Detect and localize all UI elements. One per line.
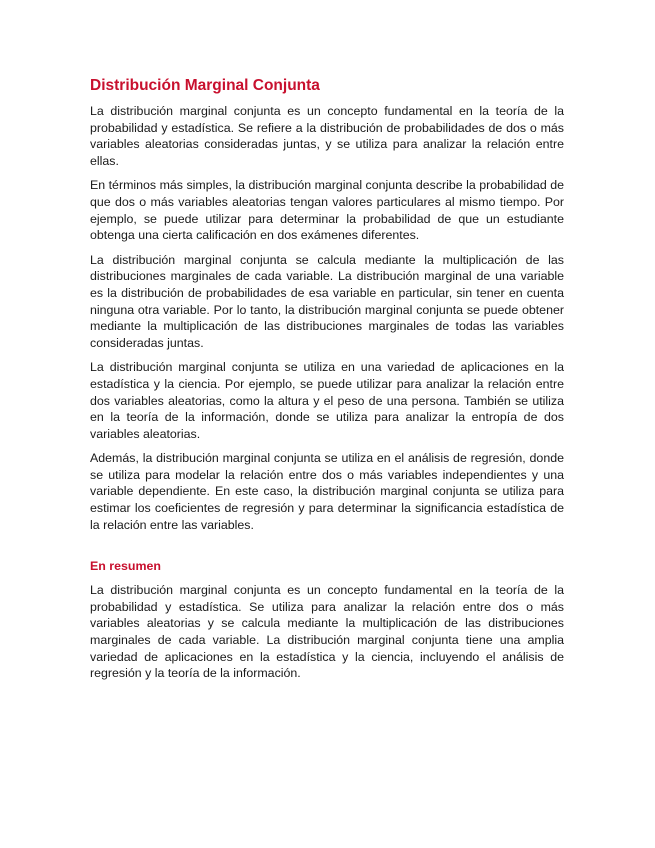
paragraph-intro: La distribución marginal conjunta es un concepto fundamental en la teoría de la probabilidad y estadística. Se refiere a la distribución de probabilidades de dos o más variables aleatorias consideradas juntas, y se utiliza para analizar la relación entre ellas. xyxy=(90,104,564,168)
summary-heading: En resumen xyxy=(90,559,161,574)
paragraph-simple-terms: En términos más simples, la distribución marginal conjunta describe la probabilidad de que dos o más variables aleatorias tengan valores particulares al mismo tiempo. Por ejemplo, se puede utilizar para determinar la probabilidad de que un estudiante obtenga una cierta calificación en dos exámenes diferentes. xyxy=(90,178,564,243)
paragraph-summary: La distribución marginal conjunta es un concepto fundamental en la teoría de la probabilidad y estadística. Se utiliza para analizar la relación entre dos o más variables aleatorias y se calcula mediante la multiplicación de las distribuciones marginales de cada variable. La distribución marginal conjunta tiene una amplia variedad de aplicaciones en la estadística y la ciencia, incluyendo el análisis de regresión y la teoría de la información. xyxy=(90,583,564,681)
paragraph-regression: Además, la distribución marginal conjunta se utiliza en el análisis de regresión, donde se utiliza para modelar la relación entre dos o más variables independientes y una variable dependiente. En este caso, la distribución marginal conjunta se utiliza para estimar los coeficientes de regresión y para determinar la significancia estadística de la relación entre las variables. xyxy=(90,451,564,532)
paragraph-calculation: La distribución marginal conjunta se calcula mediante la multiplicación de las distribuciones marginales de cada variable. La distribución marginal de una variable es la distribución de probabilidades de esa variable en particular, sin tener en cuenta ninguna otra variable. Por lo tanto, la distribución marginal conjunta se puede obtener mediante la multiplicación de las distribuciones marginales de todas las variables consideradas juntas. xyxy=(90,252,564,350)
document-title: Distribución Marginal Conjunta xyxy=(90,77,320,94)
document-page xyxy=(90,76,564,690)
paragraph-applications: La distribución marginal conjunta se utiliza en una variedad de aplicaciones en la estadística y la ciencia. Por ejemplo, se puede utilizar para analizar la relación entre dos variables aleatorias, como la altura y el peso de una persona. También se utiliza en la teoría de la información, donde se utiliza para analizar la entropía de dos variables aleatorias. xyxy=(90,360,564,441)
